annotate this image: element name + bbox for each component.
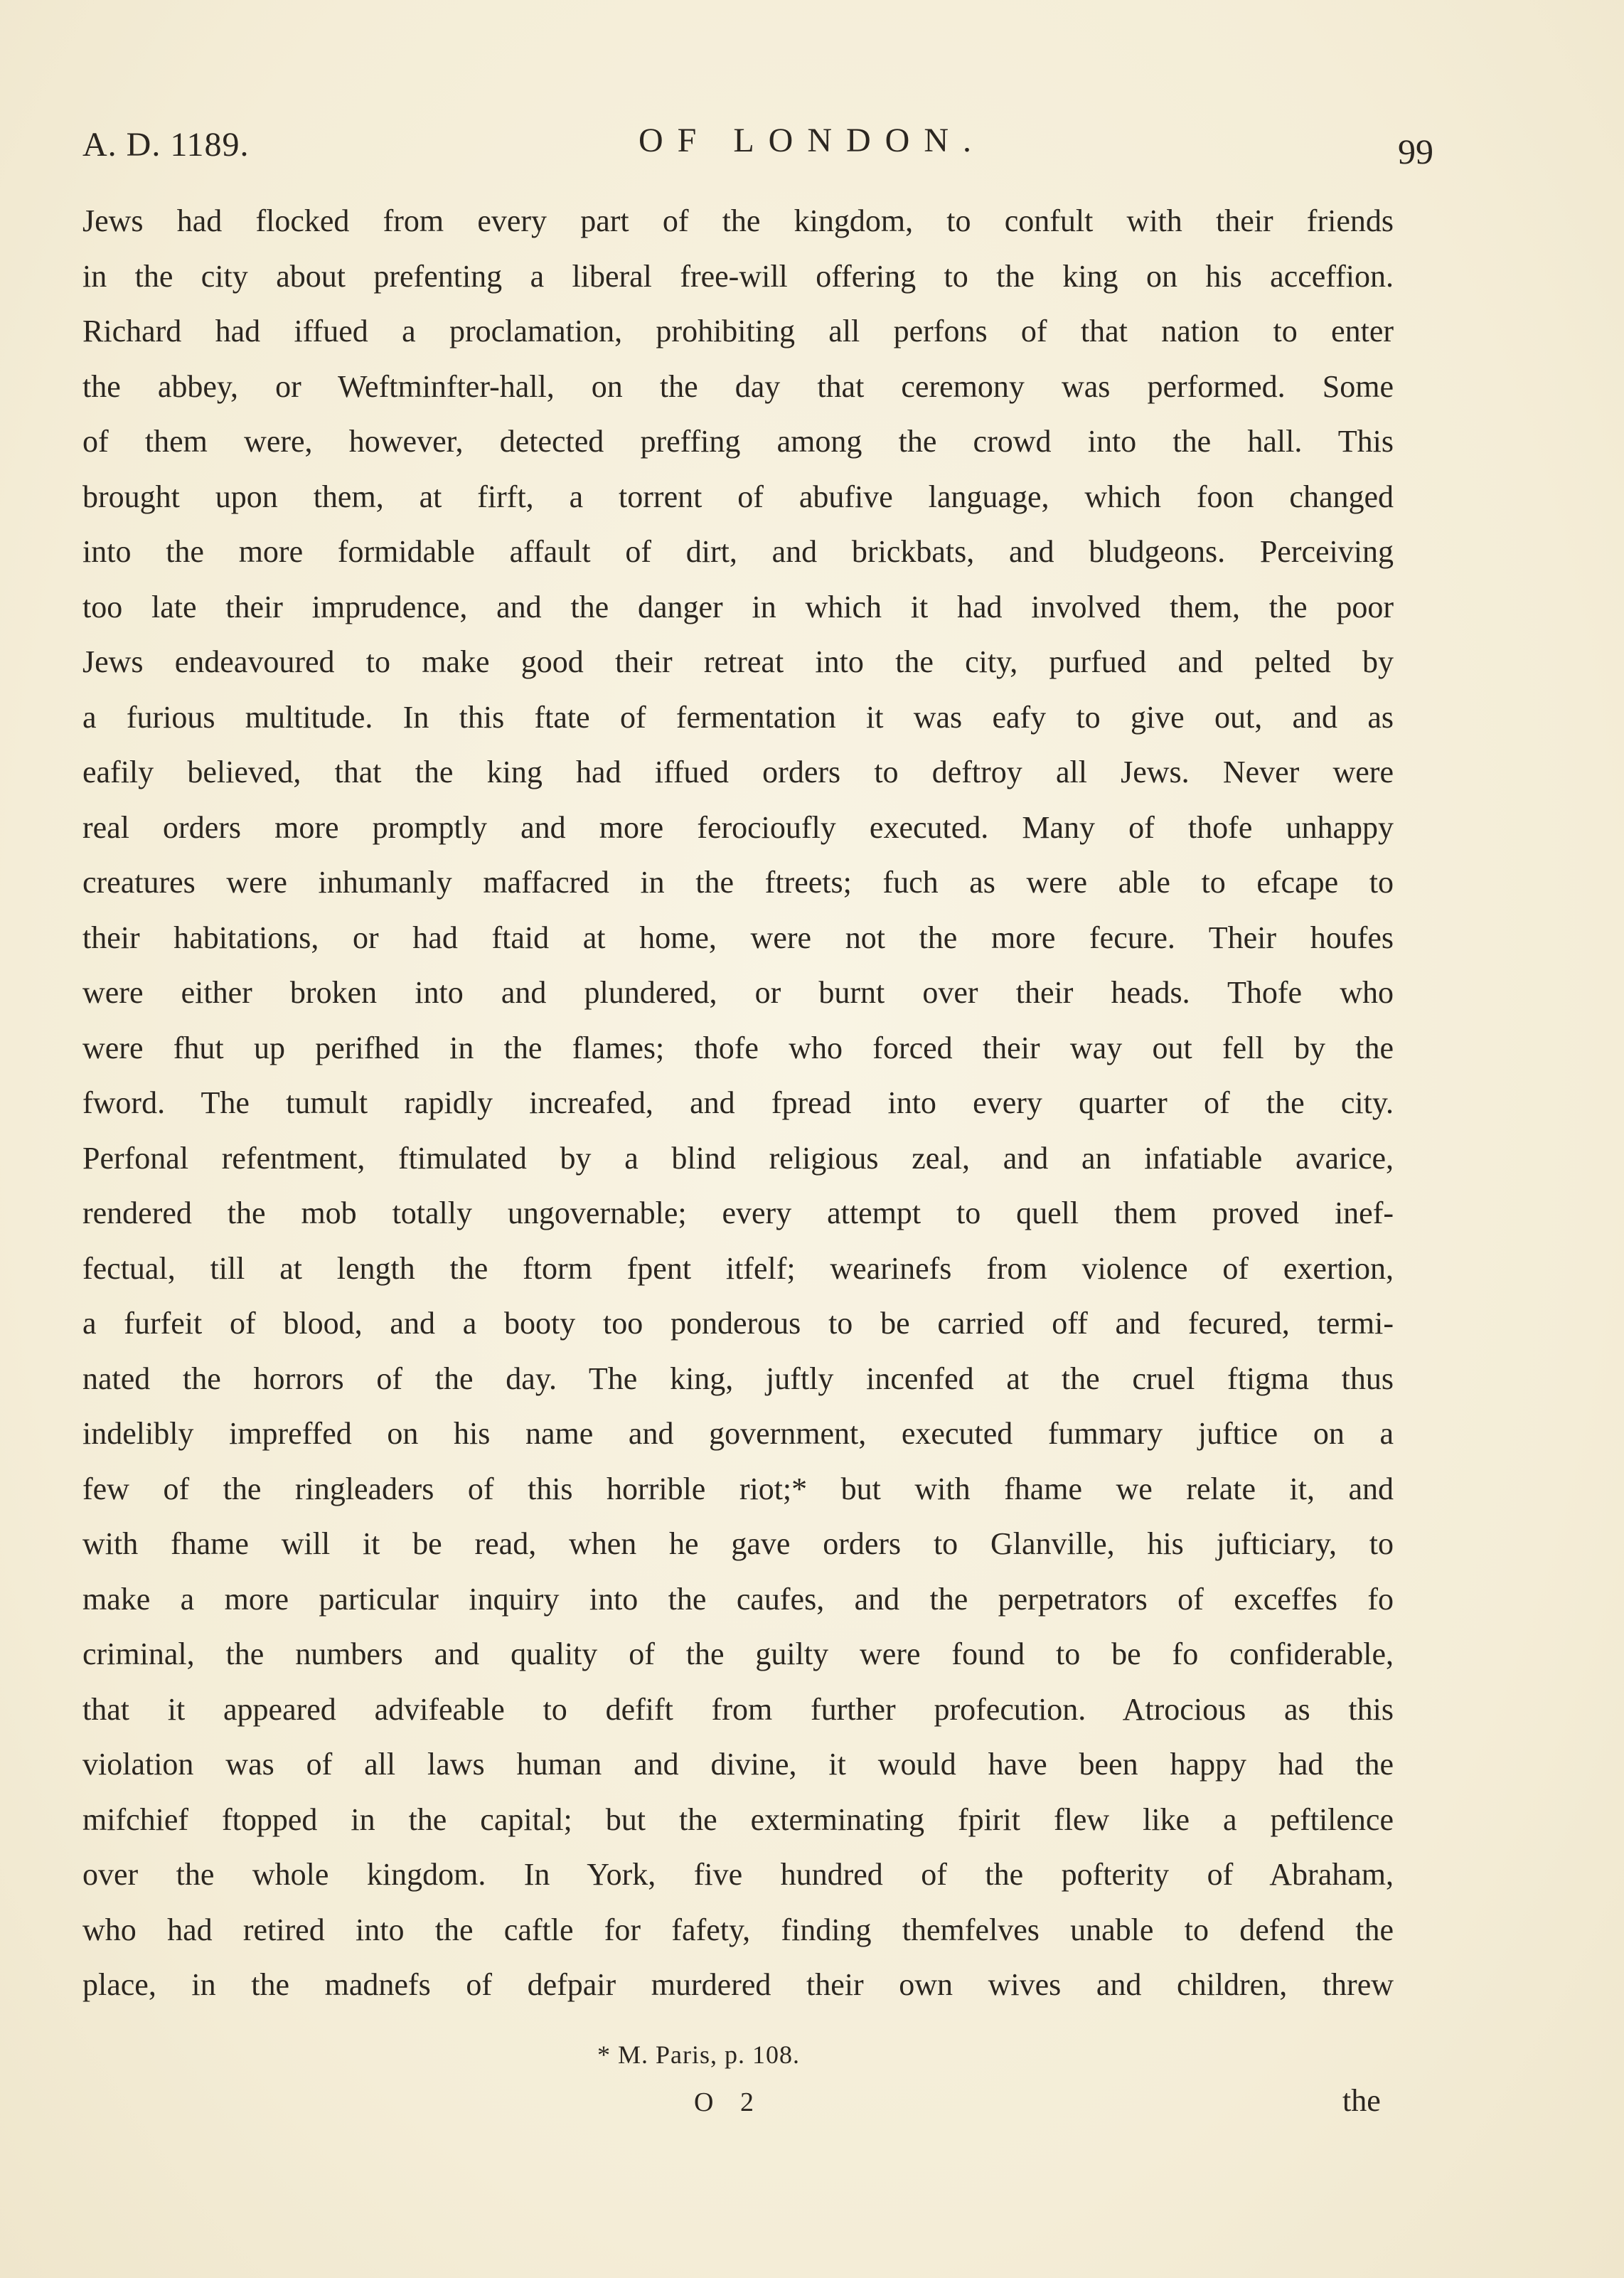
text-line: a furfeit of blood, and a booty too ponderous to be carried off and fecured, termi- xyxy=(82,1306,1394,1341)
text-line: mifchief ftopped in the capital; but the exterminating fpirit flew like a peftilence xyxy=(82,1801,1394,1837)
text-line: over the whole kingdom. In York, five hundred of the pofterity of Abraham, xyxy=(82,1857,1394,1892)
running-header xyxy=(82,121,1433,178)
text-line: the abbey, or Weftminfter-hall, on the day that ceremony was performed. Some xyxy=(82,368,1394,404)
text-line: Jews endeavoured to make good their retreat into the city, purfued and pelted by xyxy=(82,644,1394,679)
signature-mark: O 2 xyxy=(694,2087,764,2117)
text-line: Jews had flocked from every part of the kingdom, to confult with their friends xyxy=(82,203,1394,238)
text-line: a furious multitude. In this ftate of fermentation it was eafy to give out, and as xyxy=(82,699,1394,735)
text-line: Perfonal refentment, ftimulated by a blind religious zeal, and an infatiable avarice, xyxy=(82,1140,1394,1176)
text-line: indelibly impreffed on his name and government, executed fummary juftice on a xyxy=(82,1416,1394,1451)
text-line: were either broken into and plundered, or burnt over their heads. Thofe who xyxy=(82,975,1394,1010)
text-line: criminal, the numbers and quality of the guilty were found to be fo confiderable, xyxy=(82,1636,1394,1671)
text-line: rendered the mob totally ungovernable; every attempt to quell them proved inef- xyxy=(82,1196,1394,1230)
text-line: brought upon them, at firft, a torrent of abufive language, which foon changed xyxy=(82,479,1394,514)
text-line: Richard had iffued a proclamation, prohibiting all perfons of that nation to enter xyxy=(82,314,1394,348)
text-line: into the more formidable affault of dirt, and brickbats, and bludgeons. Perceiving xyxy=(82,534,1394,569)
text-line: nated the horrors of the day. The king, juftly incenfed at the cruel ftigma thus xyxy=(82,1361,1394,1396)
text-line: real orders more promptly and more ferocioufly executed. Many of thofe unhappy xyxy=(82,809,1394,845)
text-line: violation was of all laws human and divine, it would have been happy had the xyxy=(82,1747,1394,1782)
body-text xyxy=(82,193,1394,2013)
catchword: the xyxy=(1342,2083,1381,2118)
text-line: fword. The tumult rapidly increafed, and fpread into every quarter of the city. xyxy=(82,1085,1394,1120)
text-line: who had retired into the caftle for fafety, finding themfelves unable to defend the xyxy=(82,1912,1394,1947)
text-line: few of the ringleaders of this horrible riot;* but with fhame we relate it, and xyxy=(82,1471,1394,1506)
text-line: with fhame will it be read, when he gave orders to Glanville, his jufticiary, to xyxy=(82,1526,1394,1561)
text-line: in the city about prefenting a liberal free-will offering to the king on his acceffion. xyxy=(82,258,1394,294)
text-line: of them were, however, detected preffing among the crowd into the hall. This xyxy=(82,424,1394,459)
text-line: creatures were inhumanly maffacred in the ftreets; fuch as were able to efcape to xyxy=(82,865,1394,900)
footnote: * M. Paris, p. 108. xyxy=(597,2040,801,2069)
page-number: 99 xyxy=(1398,132,1433,171)
text-line: make a more particular inquiry into the caufes, and the perpetrators of exceffes fo xyxy=(82,1581,1394,1617)
header-title: OF LONDON. xyxy=(639,122,985,159)
text-line: that it appeared advifeable to defift from further profecution. Atrocious as this xyxy=(82,1691,1394,1727)
text-line: their habitations, or had ftaid at home, were not the more fecure. Their houfes xyxy=(82,920,1394,955)
text-line: too late their imprudence, and the danger in which it had involved them, the poor xyxy=(82,589,1394,624)
text-line: place, in the madnefs of defpair murdered their own wives and children, threw xyxy=(82,1967,1394,2002)
text-line: fectual, till at length the ftorm fpent itfelf; wearinefs from violence of exertion, xyxy=(82,1250,1394,1286)
text-line: eafily believed, that the king had iffued orders to deftroy all Jews. Never were xyxy=(82,755,1394,789)
header-year: A. D. 1189. xyxy=(82,126,250,164)
text-line: were fhut up perifhed in the flames; thofe who forced their way out fell by the xyxy=(82,1030,1394,1065)
